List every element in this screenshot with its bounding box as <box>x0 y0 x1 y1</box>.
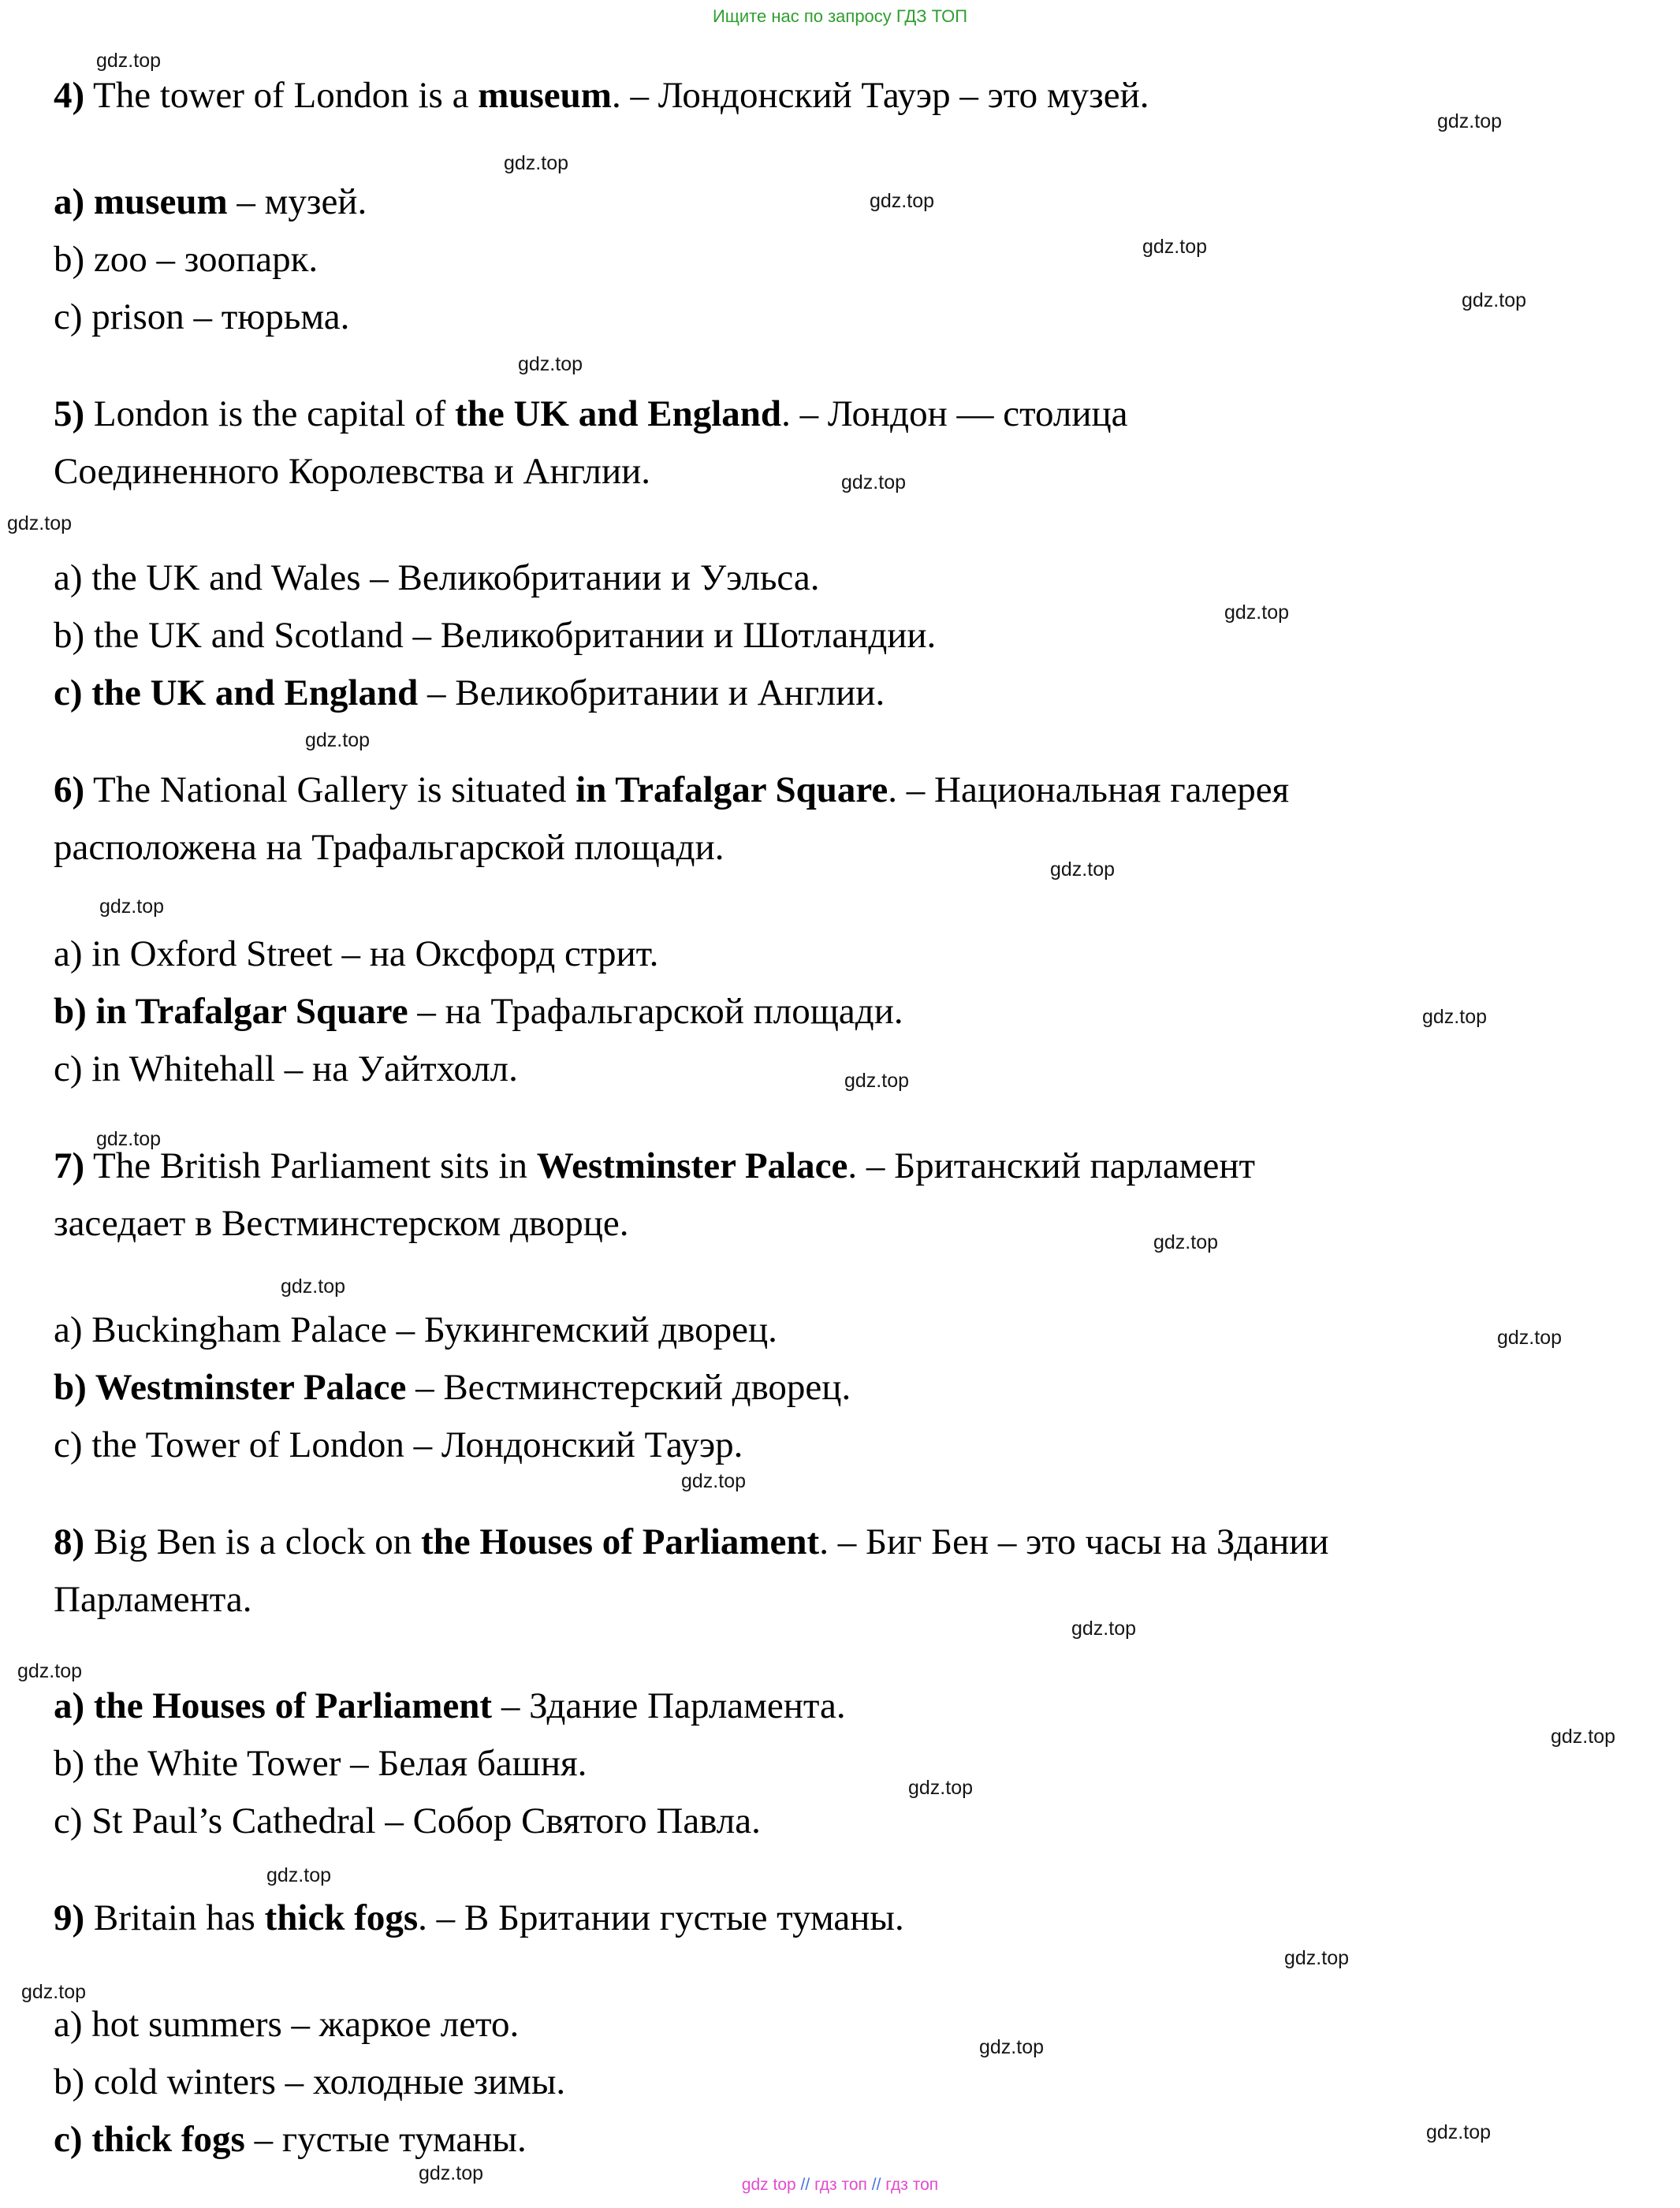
text: . – Британский парламент <box>847 1145 1256 1186</box>
bold-text: Westminster Palace <box>536 1145 848 1186</box>
watermark-text: gdz.top <box>870 190 935 212</box>
question-line <box>54 1138 1630 1195</box>
text: заседает в Вестминстерском дворце. <box>54 1203 629 1244</box>
bold-text: the Houses of Parliament <box>421 1521 820 1562</box>
text: b) the UK and Scotland – Великобритании и Шотландии. <box>54 615 937 656</box>
footer-text: // <box>866 2176 886 2194</box>
text: The National Gallery is situated <box>84 769 576 810</box>
text: . – Лондон — столица <box>781 393 1128 434</box>
question-line <box>54 1571 1630 1629</box>
text: . – Лондонский Тауэр – это музей. <box>611 75 1149 116</box>
footer-text: gdz top <box>741 2176 796 2194</box>
watermark-text: gdz.top <box>96 1128 162 1150</box>
watermark-text: gdz.top <box>1142 236 1208 258</box>
option-line <box>54 1041 1630 1098</box>
watermark-text: gdz.top <box>979 2036 1045 2058</box>
question-block <box>54 385 1630 501</box>
bold-text: 4) <box>54 75 85 116</box>
bold-text: 7) <box>54 1145 85 1186</box>
bold-text: in Trafalgar Square <box>576 769 888 810</box>
text: b) cold winters – холодные зимы. <box>54 2061 566 2102</box>
document-content <box>54 67 1630 2208</box>
question-line <box>54 67 1630 125</box>
text: a) the UK and Wales – Великобритании и Уэльса. <box>54 557 820 598</box>
bold-text: c) thick fogs <box>54 2119 245 2160</box>
option-line <box>54 607 1630 665</box>
question-block <box>54 1138 1630 1253</box>
watermark-text: gdz.top <box>419 2162 484 2184</box>
bold-text: c) the UK and England <box>54 672 419 713</box>
option-line <box>54 1417 1630 1474</box>
watermark-text: gdz.top <box>281 1275 346 1298</box>
text: a) in Oxford Street – на Оксфорд стрит. <box>54 933 659 974</box>
watermark-text: gdz.top <box>1071 1618 1137 1640</box>
option-line <box>54 2053 1630 2111</box>
option-line <box>54 665 1630 722</box>
question-line <box>54 443 1630 501</box>
text: – Великобритании и Англии. <box>418 672 885 713</box>
question-block <box>54 761 1630 877</box>
footer-text: гдз топ <box>814 2176 867 2194</box>
text: The British Parliament sits in <box>84 1145 537 1186</box>
options-block <box>54 1677 1630 1850</box>
text: c) in Whitehall – на Уайтхолл. <box>54 1048 518 1089</box>
watermark-text: gdz.top <box>21 1981 87 2003</box>
text: – музей. <box>227 181 367 222</box>
text: c) the Tower of London – Лондонский Тауэр. <box>54 1424 743 1465</box>
bold-text: the UK and England <box>455 393 782 434</box>
bold-text: a) museum <box>54 181 228 222</box>
text: . – Биг Бен – это часы на Здании <box>819 1521 1329 1562</box>
options-block <box>54 1996 1630 2169</box>
text: c) St Paul’s Cathedral – Собор Святого Павла. <box>54 1800 761 1841</box>
text: – Вестминстерский дворец. <box>406 1367 851 1408</box>
bold-text: a) the Houses of Parliament <box>54 1685 493 1726</box>
text: – на Трафальгарской площади. <box>408 991 903 1032</box>
watermark-text: gdz.top <box>17 1660 83 1682</box>
question-block <box>54 67 1630 125</box>
watermark-text: gdz.top <box>1426 2121 1492 2143</box>
footer-text: гдз топ <box>885 2176 939 2194</box>
watermark-text: gdz.top <box>1422 1006 1488 1028</box>
watermark-text: gdz.top <box>1497 1327 1563 1349</box>
question-line <box>54 1195 1630 1253</box>
watermark-text: gdz.top <box>841 471 907 493</box>
text: – Здание Парламента. <box>492 1685 846 1726</box>
text: a) Buckingham Palace – Букингемский дворец. <box>54 1309 777 1350</box>
watermark-text: gdz.top <box>7 512 73 534</box>
text: c) prison – тюрьма. <box>54 296 350 337</box>
text: The tower of London is a <box>84 75 479 116</box>
watermark-text: gdz.top <box>1050 858 1116 881</box>
text: . – В Британии густые туманы. <box>418 1897 904 1938</box>
option-line <box>54 549 1630 607</box>
question-line <box>54 385 1630 443</box>
watermark-text: gdz.top <box>844 1070 910 1092</box>
watermark-text: gdz.top <box>1224 601 1290 624</box>
text: a) hot summers – жаркое лето. <box>54 2004 520 2045</box>
option-line <box>54 1996 1630 2053</box>
option-line <box>54 289 1630 346</box>
watermark-text: gdz.top <box>908 1777 974 1799</box>
watermark-text: gdz.top <box>305 729 371 751</box>
option-line <box>54 1793 1630 1850</box>
bold-text: thick fogs <box>264 1897 419 1938</box>
question-block <box>54 1890 1630 1947</box>
text: расположена на Трафальгарской площади. <box>54 827 725 868</box>
watermark-text: gdz.top <box>681 1470 747 1492</box>
footer-note <box>0 2176 1680 2195</box>
watermark-text: gdz.top <box>1462 289 1527 311</box>
option-line <box>54 173 1630 231</box>
option-line <box>54 1301 1630 1359</box>
bold-text: 6) <box>54 769 85 810</box>
watermark-text: gdz.top <box>1437 110 1503 132</box>
footer-text: // <box>795 2176 815 2194</box>
options-block <box>54 549 1630 722</box>
bold-text: b) Westminster Palace <box>54 1367 407 1408</box>
option-line <box>54 1735 1630 1793</box>
option-line <box>54 1677 1630 1735</box>
text: Big Ben is a clock on <box>84 1521 422 1562</box>
bold-text: 8) <box>54 1521 85 1562</box>
question-line <box>54 1514 1630 1571</box>
bold-text: 9) <box>54 1897 85 1938</box>
text: . – Национальная галерея <box>888 769 1290 810</box>
watermark-text: gdz.top <box>1284 1947 1350 1969</box>
watermark-text: gdz.top <box>266 1864 332 1886</box>
options-block <box>54 925 1630 1098</box>
text: Соединенного Королевства и Англии. <box>54 451 651 492</box>
watermark-text: gdz.top <box>504 152 569 174</box>
promo-note: Ищите нас по запросу ГДЗ ТОП <box>712 6 968 26</box>
question-line <box>54 1890 1630 1947</box>
option-line <box>54 2111 1630 2169</box>
watermark-text: gdz.top <box>96 50 162 72</box>
options-block <box>54 1301 1630 1474</box>
option-line <box>54 231 1630 289</box>
watermark-text: gdz.top <box>99 895 165 918</box>
question-line <box>54 761 1630 819</box>
bold-text: museum <box>478 75 612 116</box>
text: Britain has <box>84 1897 265 1938</box>
watermark-text: gdz.top <box>1551 1726 1616 1748</box>
text: b) zoo – зоопарк. <box>54 239 318 280</box>
text: London is the capital of <box>84 393 456 434</box>
watermark-text: gdz.top <box>1153 1231 1219 1253</box>
option-line <box>54 925 1630 983</box>
bold-text: b) in Trafalgar Square <box>54 991 408 1032</box>
question-line <box>54 819 1630 877</box>
text: b) the White Tower – Белая башня. <box>54 1743 587 1784</box>
bold-text: 5) <box>54 393 85 434</box>
options-block <box>54 173 1630 346</box>
watermark-text: gdz.top <box>518 353 583 375</box>
question-block <box>54 1514 1630 1629</box>
text: Парламента. <box>54 1579 252 1620</box>
text: – густые туманы. <box>244 2119 527 2160</box>
option-line <box>54 983 1630 1041</box>
option-line <box>54 1359 1630 1417</box>
